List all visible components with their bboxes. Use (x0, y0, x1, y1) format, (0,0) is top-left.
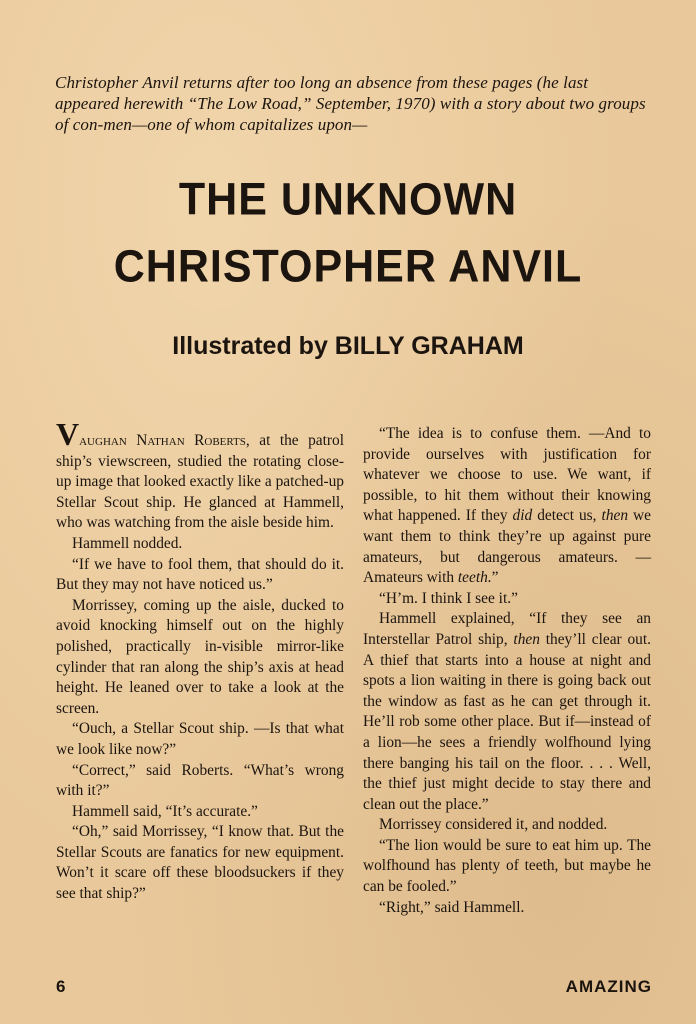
paragraph-text: , at the patrol ship’s viewscreen, studied the rotating close-up image that looked exactly like a patched-up Stellar Scout ship. He glanced at Hammell, who was watching from the aisle beside him. (56, 432, 344, 532)
emphasis: then (513, 630, 540, 648)
story-title-line-1: THE UNKNOWN (178, 174, 518, 226)
paragraph: “The lion would be sure to eat him up. The wolfhound has plenty of teeth, but maybe he can be fooled.” (363, 836, 651, 896)
paragraph (363, 609, 651, 815)
paragraph-text: “The idea is to confuse them. —And to provide ourselves with justification for whatever we choose to use. We want, if possible, to hit them without their knowing what happened. If they (363, 425, 651, 525)
paragraph: “If we have to fool them, that should do it. But they may not have noticed us.” (56, 555, 344, 594)
paragraph-text: they’ll clear out. A thief that starts into a house at night and spots a lion waiting in there is going back out the window as fast as he can get through it. He’ll rob some other place. But if—instead of a lion—he sees a friendly wolfhound lying there banging his tail on the floor. . . . Well, the thief just might decide to stay there and clean out the place.” (363, 630, 651, 813)
magazine-name: AMAZING (565, 977, 652, 996)
paragraph: “Right,” said Hammell. (379, 898, 525, 916)
paragraph: “Correct,” said Roberts. “What’s wrong with it?” (56, 761, 344, 800)
text-column-left (56, 416, 344, 905)
drop-cap: V (56, 416, 80, 452)
emphasis: then (601, 507, 629, 525)
paragraph-text: Hammell explained, “If they see an Interstellar Patrol ship, (363, 610, 651, 648)
paragraph: “Oh,” said Morrissey, “I know that. But the Stellar Scouts are fanatics for new equipment. Won’t it scare off these bloodsuckers if they see that ship?” (56, 823, 344, 903)
emphasis: teeth. (457, 569, 492, 587)
paragraph-text: ” (491, 569, 499, 587)
character-name-smallcaps: aughan Nathan Roberts (79, 432, 246, 449)
story-title-line-2: CHRISTOPHER ANVIL (113, 241, 583, 293)
emphasis: did (512, 507, 533, 525)
paragraph: Morrissey, coming up the aisle, ducked to avoid knocking himself out on the highly polished, practically in-visible mirror-like cylinder that ran along the ship’s axis at head height. He leaned over to take a look at the screen. (56, 596, 344, 717)
paragraph-text: we want them to think they’re up against pure amateurs, but dangerous amateurs. —Amateurs with (363, 507, 652, 587)
paragraph-text: detect us, (532, 507, 602, 525)
illustrator-credit: Illustrated by BILLY GRAHAM (172, 332, 524, 360)
paragraph: “H’m. I think I see it.” (379, 589, 518, 607)
paragraph: Morrissey considered it, and nodded. (379, 816, 608, 834)
paragraph: Hammell said, “It’s accurate.” (72, 802, 258, 820)
paragraph: Hammell nodded. (72, 534, 183, 552)
paragraph (363, 424, 651, 589)
paragraph (56, 416, 344, 534)
paragraph: “Ouch, a Stellar Scout ship. —Is that what we look like now?” (56, 720, 344, 758)
page-number: 6 (56, 977, 66, 996)
intro-blurb: Christopher Anvil returns after too long an absence from these pages (he last appeared herewith “The Low Road,” September, 1970) with a story about two groups of con-men—one of whom capitalizes upon— (55, 73, 646, 134)
text-column-right (363, 424, 651, 918)
